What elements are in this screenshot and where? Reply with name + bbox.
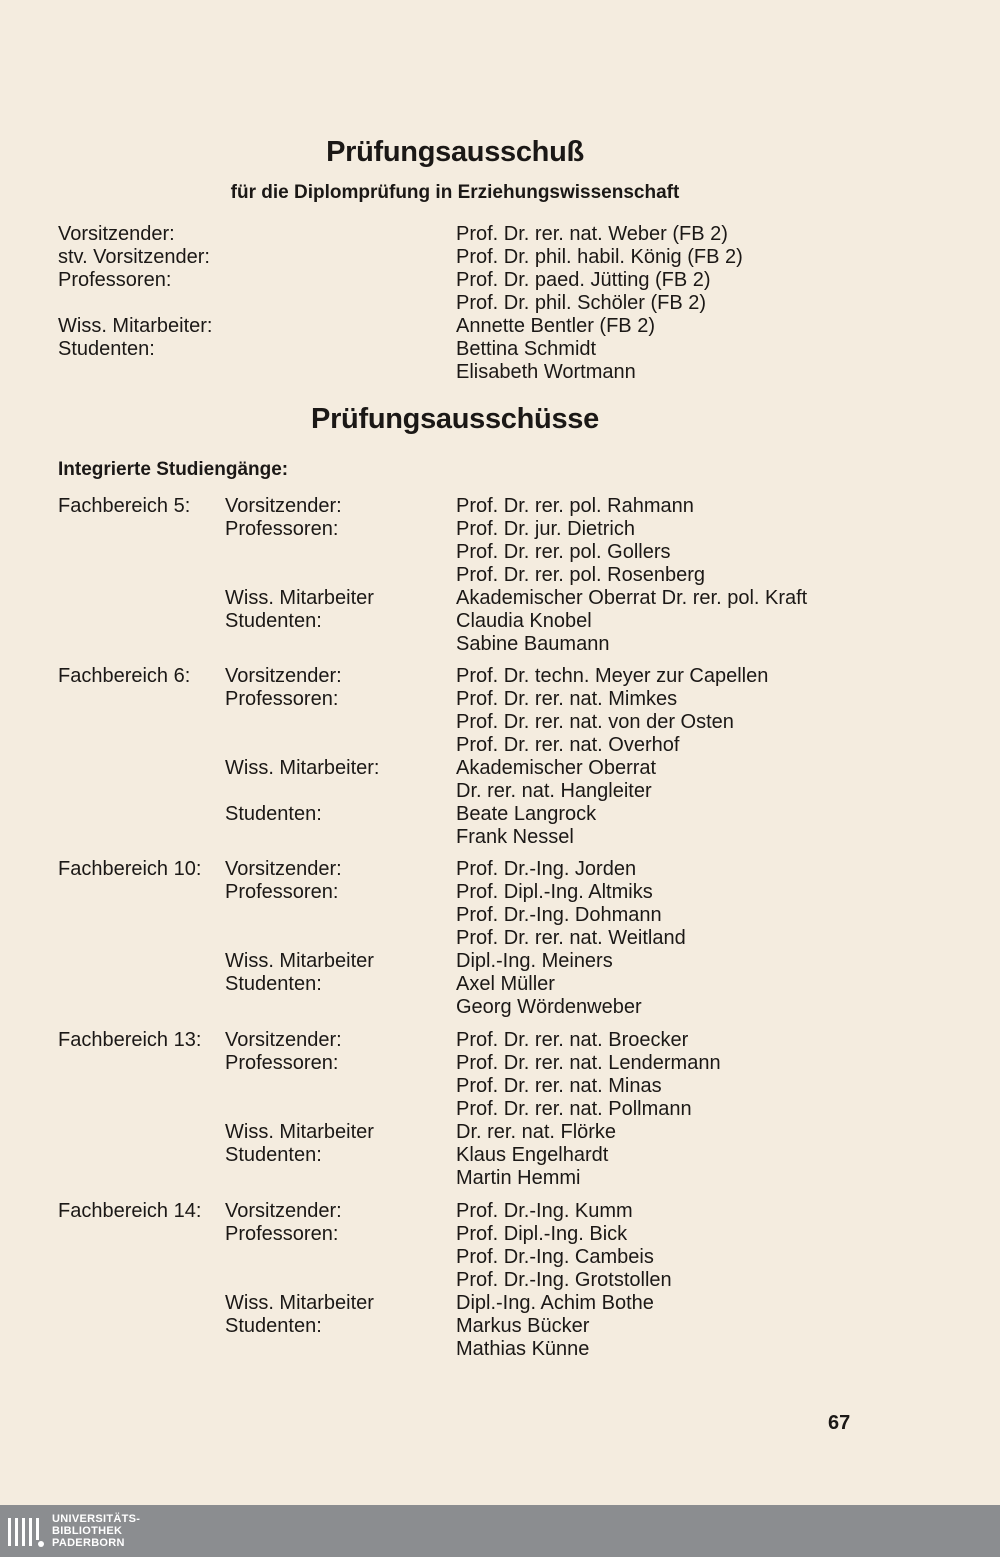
- department-member: Prof. Dr. rer. nat. Lendermann: [456, 1052, 721, 1074]
- department-role: Vorsitzender:: [225, 1200, 342, 1222]
- library-logo-icon: [6, 1514, 46, 1550]
- department-member: Prof. Dr. rer. nat. Broecker: [456, 1029, 689, 1051]
- department-role: Professoren:: [225, 881, 339, 903]
- committee-member: Prof. Dr. phil. habil. König (FB 2): [456, 246, 743, 268]
- department-member: Prof. Dr. rer. nat. Weitland: [456, 927, 686, 949]
- department-role: Studenten:: [225, 973, 322, 995]
- department-member: Prof. Dr.-Ing. Grotstollen: [456, 1269, 672, 1291]
- department-member: Prof. Dr. rer. nat. Mimkes: [456, 688, 678, 710]
- department-role: Wiss. Mitarbeiter: [225, 587, 374, 609]
- section-title: Prüfungsausschüsse: [311, 403, 599, 435]
- department-role: Professoren:: [225, 1223, 339, 1245]
- department-member: Prof. Dr. rer. pol. Rahmann: [456, 495, 694, 517]
- department-label: Fachbereich 13:: [58, 1029, 202, 1051]
- section-label: Integrierte Studiengänge:: [58, 459, 289, 480]
- committee-member: Bettina Schmidt: [456, 338, 597, 360]
- department-label: Fachbereich 5:: [58, 495, 191, 517]
- department-member: Georg Wördenweber: [456, 996, 642, 1018]
- department-member: Prof. Dipl.-Ing. Bick: [456, 1223, 628, 1245]
- committee-member: Elisabeth Wortmann: [456, 361, 636, 383]
- department-label: Fachbereich 6:: [58, 665, 191, 687]
- page-number: 67: [828, 1412, 851, 1434]
- department-member: Prof. Dr. rer. nat. von der Osten: [456, 711, 734, 733]
- department-role: Wiss. Mitarbeiter: [225, 1121, 374, 1143]
- department-member: Dipl.-Ing. Meiners: [456, 950, 613, 972]
- library-name-line2: BIBLIOTHEK: [52, 1525, 123, 1537]
- department-member: Sabine Baumann: [456, 633, 610, 655]
- department-member: Markus Bücker: [456, 1315, 590, 1337]
- department-role: Studenten:: [225, 1315, 322, 1337]
- department-role: Studenten:: [225, 803, 322, 825]
- department-member: Claudia Knobel: [456, 610, 592, 632]
- library-name-line1: UNIVERSITÄTS-: [52, 1513, 141, 1525]
- page-subtitle: für die Diplomprüfung in Erziehungswissenschaft: [230, 182, 680, 203]
- department-member: Axel Müller: [456, 973, 555, 995]
- library-name-line3: PADERBORN: [52, 1537, 125, 1549]
- department-member: Klaus Engelhardt: [456, 1144, 609, 1166]
- department-member: Akademischer Oberrat: [456, 757, 657, 779]
- department-member: Akademischer Oberrat Dr. rer. pol. Kraft: [456, 587, 808, 609]
- committee-role: stv. Vorsitzender:: [58, 246, 210, 268]
- library-footer: [0, 1505, 1000, 1557]
- department-role: Wiss. Mitarbeiter: [225, 1292, 374, 1314]
- department-role: Wiss. Mitarbeiter:: [225, 757, 380, 779]
- library-name: [52, 1513, 140, 1549]
- department-label: Fachbereich 10:: [58, 858, 202, 880]
- department-member: Prof. Dr.-Ing. Dohmann: [456, 904, 662, 926]
- department-member: Prof. Dr. jur. Dietrich: [456, 518, 635, 540]
- department-member: Prof. Dr. rer. nat. Overhof: [456, 734, 680, 756]
- department-role: Vorsitzender:: [225, 495, 342, 517]
- department-role: Professoren:: [225, 1052, 339, 1074]
- department-member: Dipl.-Ing. Achim Bothe: [456, 1292, 654, 1314]
- department-member: Mathias Künne: [456, 1338, 590, 1360]
- department-label: Fachbereich 14:: [58, 1200, 202, 1222]
- page-title: Prüfungsausschuß: [326, 136, 584, 168]
- department-role: Professoren:: [225, 518, 339, 540]
- department-member: Prof. Dr. rer. nat. Minas: [456, 1075, 662, 1097]
- department-member: Prof. Dr. rer. pol. Rosenberg: [456, 564, 706, 586]
- department-member: Prof. Dr. techn. Meyer zur Capellen: [456, 665, 769, 687]
- department-member: Dr. rer. nat. Hangleiter: [456, 780, 652, 802]
- committee-role: Wiss. Mitarbeiter:: [58, 315, 213, 337]
- committee-role: Studenten:: [58, 338, 155, 360]
- department-member: Prof. Dr.-Ing. Kumm: [456, 1200, 633, 1222]
- committee-role: Vorsitzender:: [58, 223, 175, 245]
- department-member: Prof. Dr. rer. nat. Pollmann: [456, 1098, 692, 1120]
- department-member: Prof. Dr.-Ing. Jorden: [456, 858, 637, 880]
- department-member: Martin Hemmi: [456, 1167, 581, 1189]
- department-member: Prof. Dr.-Ing. Cambeis: [456, 1246, 654, 1268]
- committee-member: Prof. Dr. rer. nat. Weber (FB 2): [456, 223, 728, 245]
- department-member: Frank Nessel: [456, 826, 574, 848]
- department-role: Vorsitzender:: [225, 858, 342, 880]
- department-role: Vorsitzender:: [225, 1029, 342, 1051]
- committee-member: Prof. Dr. phil. Schöler (FB 2): [456, 292, 707, 314]
- department-role: Professoren:: [225, 688, 339, 710]
- department-member: Beate Langrock: [456, 803, 597, 825]
- department-role: Wiss. Mitarbeiter: [225, 950, 374, 972]
- department-role: Vorsitzender:: [225, 665, 342, 687]
- committee-member: Annette Bentler (FB 2): [456, 315, 655, 337]
- department-role: Studenten:: [225, 1144, 322, 1166]
- department-member: Prof. Dr. rer. pol. Gollers: [456, 541, 671, 563]
- department-role: Studenten:: [225, 610, 322, 632]
- committee-member: Prof. Dr. paed. Jütting (FB 2): [456, 269, 711, 291]
- committee-role: Professoren:: [58, 269, 172, 291]
- department-member: Dr. rer. nat. Flörke: [456, 1121, 617, 1143]
- department-member: Prof. Dipl.-Ing. Altmiks: [456, 881, 653, 903]
